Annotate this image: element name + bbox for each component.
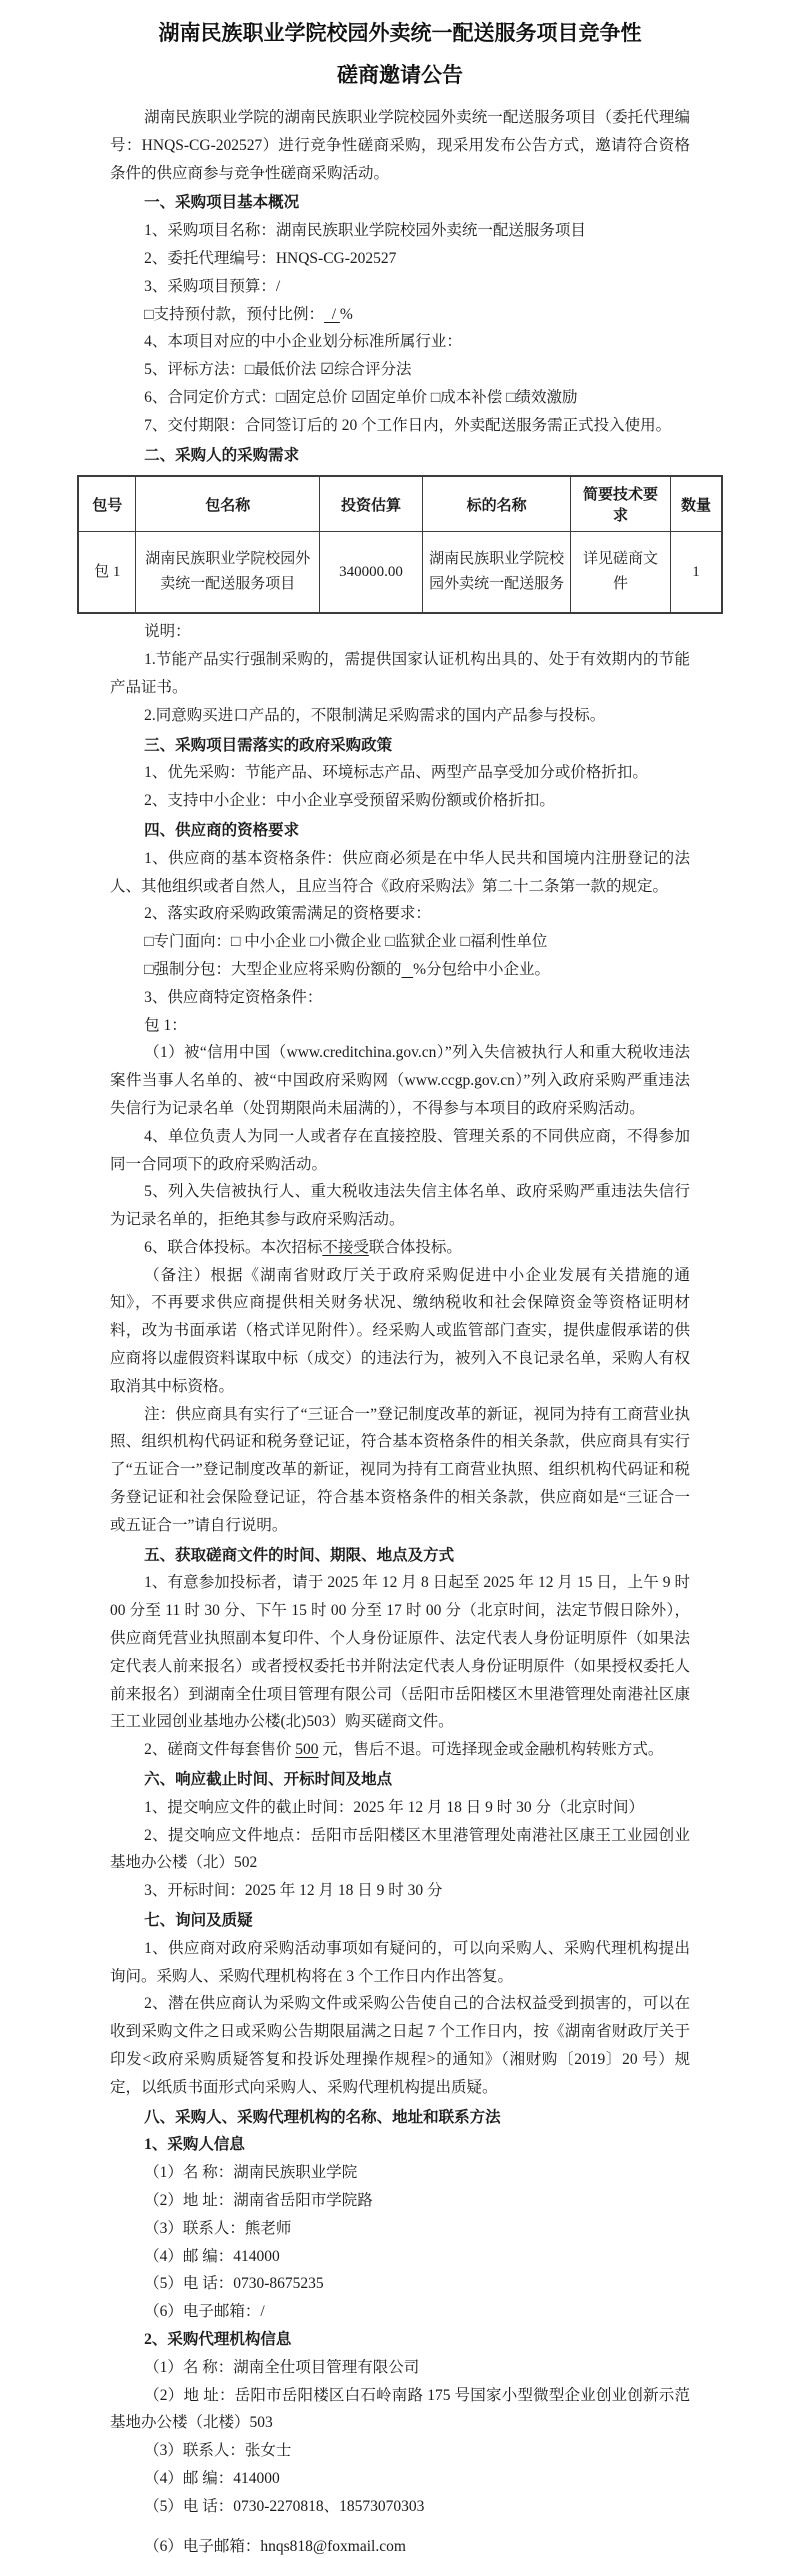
paragraph bbox=[110, 2382, 690, 2438]
paragraph bbox=[110, 928, 690, 956]
section-heading bbox=[110, 732, 690, 760]
text-run: 3、采购项目预算：/ bbox=[144, 277, 281, 295]
text-run: 元，售后不退。可选择现金或金融机构转账方式。 bbox=[318, 1741, 664, 1759]
paragraph bbox=[110, 1178, 690, 1234]
paragraph bbox=[110, 1794, 690, 1822]
paragraph bbox=[110, 2437, 690, 2465]
text-run: 2、潜在供应商认为采购文件或采购公告使自己的合法权益受到损害的，可以在收到采购文件之日或采购公告期限届满之日起 7 个工作日内，按《湖南省财政厅关于印发<政府采购质疑答复和投诉处理操作规程>的通知》（湘财购〔2019〕20 号）规定，以纸质书面形式向采购人、采购代理机构提出质疑。 bbox=[110, 1995, 690, 2096]
text-run: □支持预付款，预付比例： bbox=[144, 305, 324, 323]
table-header-cell: 简要技术要求 bbox=[571, 476, 671, 532]
text-run: 4、单位负责人为同一人或者存在直接控股、管理关系的不同供应商，不得参加同一合同项下的政府采购活动。 bbox=[110, 1127, 690, 1173]
text-run: （3）联系人：熊老师 bbox=[144, 2219, 292, 2237]
paragraph bbox=[110, 845, 690, 901]
text-run: 联合体投标。 bbox=[368, 1238, 462, 1256]
text-run: 1.节能产品实行强制采购的，需提供国家认证机构出具的、处于有效期内的节能产品证书。 bbox=[110, 651, 690, 696]
paragraph bbox=[110, 245, 690, 273]
table-row bbox=[78, 532, 722, 614]
text-run: 6、合同定价方式：□固定总价 ☑固定单价 □成本补偿 □绩效激励 bbox=[144, 388, 578, 406]
text-run: % bbox=[339, 305, 353, 323]
paragraph bbox=[110, 2270, 690, 2298]
requirements-table bbox=[77, 475, 723, 614]
paragraph bbox=[110, 787, 690, 815]
table-cell: 湖南民族职业学院校园外卖统一配送服务项目 bbox=[136, 532, 320, 614]
sub-heading bbox=[110, 2326, 690, 2354]
paragraph bbox=[110, 1234, 690, 1262]
text-run: 2、提交响应文件地点：岳阳市岳阳楼区木里港管理处南港社区康王工业园创业基地办公楼（北）502 bbox=[110, 1826, 690, 1872]
section-heading bbox=[110, 2104, 690, 2132]
paragraph bbox=[110, 273, 690, 301]
text-run: （6）电子邮箱：/ bbox=[144, 2303, 265, 2321]
text-run: （5）电 话：0730-2270818、18573070303 bbox=[144, 2497, 425, 2515]
paragraph bbox=[110, 702, 690, 730]
paragraph bbox=[110, 2298, 690, 2326]
paragraph bbox=[110, 1736, 690, 1764]
text-run: 三、采购项目需落实的政府采购政策 bbox=[144, 736, 393, 754]
paragraph bbox=[110, 2533, 690, 2558]
text-run: 6、联合体投标。本次招标 bbox=[144, 1238, 323, 1256]
paragraph bbox=[110, 956, 690, 984]
paragraph bbox=[110, 104, 690, 187]
text-run: （备注）根据《湖南省财政厅关于政府采购促进中小企业发展有关措施的通知》，不再要求供应商提供相关财务状况、缴纳税收和社会保障资金等资格证明材料，改为书面承诺（格式详见附件）。经采购人或监管部门查实，提供虚假承诺的供应商将以虚假资料谋取中标（成交）的违法行为，被列入不良记录名单，采购人有权取消其中标资格。 bbox=[110, 1266, 690, 1395]
text-run: （2）地 址：岳阳市岳阳楼区白石岭南路 175 号国家小型微型企业创业创新示范基地办公楼（北楼）503 bbox=[110, 2386, 690, 2432]
table-header-row bbox=[78, 476, 722, 532]
text-run: （1）被“信用中国（www.creditchina.gov.cn）”列入失信被执行人和重大税收违法案件当事人名单的、被“中国政府采购网（www.ccgp.gov.cn）”列入政府采购严重违法失信行为记录名单（处罚期限尚未届满的），不得参与本项目的政府采购活动。 bbox=[110, 1044, 690, 1117]
paragraph bbox=[110, 1262, 690, 1401]
text-run: （5）电 话：0730-8675235 bbox=[144, 2275, 324, 2293]
text-run: 5、列入失信被执行人、重大税收违法失信主体名单、政府采购严重违法失信行为记录名单的，拒绝其参与政府采购活动。 bbox=[110, 1183, 690, 1229]
text-run: 一、采购项目基本概况 bbox=[144, 194, 300, 212]
table-header-cell: 包名称 bbox=[136, 476, 320, 532]
paragraph bbox=[110, 1990, 690, 2101]
text-run: （1）名 称：湖南全仕项目管理有限公司 bbox=[144, 2358, 420, 2376]
text-run: %分包给中小企业。 bbox=[413, 960, 551, 978]
underlined-text-run: 500 bbox=[295, 1741, 319, 1759]
requirements-table-wrap bbox=[77, 475, 723, 614]
text-run: （4）邮 编：414000 bbox=[144, 2469, 280, 2487]
document-body bbox=[92, 104, 711, 2558]
section-heading bbox=[110, 1766, 690, 1794]
paragraph bbox=[110, 384, 690, 412]
table-header-cell: 标的名称 bbox=[423, 476, 571, 532]
text-run: 4、本项目对应的中小企业划分标准所属行业： bbox=[144, 333, 462, 351]
text-run: 3、供应商特定资格条件： bbox=[144, 988, 323, 1006]
text-run: 八、采购人、采购代理机构的名称、地址和联系方法 bbox=[144, 2108, 501, 2126]
text-run: （2）地 址：湖南省岳阳市学院路 bbox=[144, 2191, 373, 2209]
paragraph bbox=[110, 1039, 690, 1122]
section-heading bbox=[110, 817, 690, 845]
table-header-cell: 包号 bbox=[78, 476, 136, 532]
paragraph bbox=[110, 1569, 690, 1736]
paragraph bbox=[110, 328, 690, 356]
text-run: 注：供应商具有实行了“三证合一”登记制度改革的新证，视同为持有工商营业执照、组织机构代码证和税务登记证，符合基本资格条件的相关条款，供应商具有实行了“五证合一”登记制度改革的新证，视同为持有工商营业执照、组织机构代码证和税务登记证和社会保险登记证，符合基本资格条件的相关条款，供应商如是“三证合一或五证合一”请自行说明。 bbox=[110, 1405, 690, 1534]
text-run: 3、开标时间：2025 年 12 月 18 日 9 时 30 分 bbox=[144, 1882, 443, 1900]
paragraph bbox=[110, 2159, 690, 2187]
paragraph bbox=[110, 618, 690, 646]
table-header-cell: 数量 bbox=[670, 476, 722, 532]
paragraph bbox=[110, 217, 690, 245]
paragraph bbox=[110, 2215, 690, 2243]
paragraph bbox=[110, 2465, 690, 2493]
text-run: 说明： bbox=[144, 623, 191, 641]
text-run: 1、采购人信息 bbox=[144, 2136, 245, 2154]
text-run: 2、支持中小企业：中小企业享受预留采购份额或价格折扣。 bbox=[144, 792, 555, 810]
text-run: 2、采购代理机构信息 bbox=[144, 2330, 292, 2348]
paragraph bbox=[110, 412, 690, 440]
table-cell: 1 bbox=[670, 532, 722, 614]
page-title bbox=[70, 12, 730, 96]
text-run: 2、落实政府采购政策需满足的资格要求： bbox=[144, 905, 431, 923]
paragraph bbox=[110, 900, 690, 928]
table-cell: 湖南民族职业学院校园外卖统一配送服务 bbox=[423, 532, 571, 614]
text-run: □强制分包：大型企业应将采购份额的 bbox=[144, 960, 402, 978]
paragraph bbox=[110, 1877, 690, 1905]
paragraph bbox=[110, 2493, 690, 2521]
text-run: （3）联系人：张女士 bbox=[144, 2442, 292, 2460]
table-header-cell: 投资估算 bbox=[319, 476, 422, 532]
paragraph bbox=[110, 2187, 690, 2215]
section-heading bbox=[110, 1907, 690, 1935]
text-run: （6）电子邮箱：hnqs818@foxmail.com bbox=[144, 2537, 406, 2555]
text-run: 四、供应商的资格要求 bbox=[144, 821, 300, 839]
text-run: 1、供应商的基本资格条件：供应商必须是在中华人民共和国境内注册登记的法人、其他组织或者自然人，且应当符合《政府采购法》第二十二条第一款的规定。 bbox=[110, 849, 690, 895]
section-heading bbox=[110, 442, 690, 470]
text-run: 二、采购人的采购需求 bbox=[144, 446, 300, 464]
paragraph bbox=[110, 759, 690, 787]
text-run: 六、响应截止时间、开标时间及地点 bbox=[144, 1771, 393, 1789]
text-run: （1）名 称：湖南民族职业学院 bbox=[144, 2164, 358, 2182]
text-run: 1、有意参加投标者，请于 2025 年 12 月 8 日起至 2025 年 12 月 15 日，上午 9 时 00 分至 11 时 30 分、下午 15 时 00 分至 17 时 00 分（北京时间，法定节假日除外），供应商凭营业执照副本复印件、个人身份证原件、法定代表人身份证明原件（如果法定代表人前来报名）或者授权委托书并附法定代表人身份证明原件（如果授权委托人前来报名）到湖南全仕项目管理有限公司（岳阳市岳阳楼区木里港管理处南港社区康王工业园创业基地办公楼(北)503）购买磋商文件。 bbox=[110, 1574, 690, 1731]
section-heading bbox=[110, 1542, 690, 1570]
paragraph bbox=[110, 301, 690, 329]
table-cell: 详见磋商文件 bbox=[571, 532, 671, 614]
text-run: 2、磋商文件每套售价 bbox=[144, 1741, 296, 1759]
text-run: 1、提交响应文件的截止时间：2025 年 12 月 18 日 9 时 30 分（北京时间） bbox=[144, 1798, 644, 1816]
page-title-line2: 磋商邀请公告 bbox=[337, 63, 463, 87]
text-run: 7、交付期限：合同签订后的 20 个工作日内，外卖配送服务需正式投入使用。 bbox=[144, 416, 672, 434]
text-run: 五、获取磋商文件的时间、期限、地点及方式 bbox=[144, 1546, 455, 1564]
text-run: 2.同意购买进口产品的，不限制满足采购需求的国内产品参与投标。 bbox=[144, 706, 606, 724]
page-title-line1: 湖南民族职业学院校园外卖统一配送服务项目竞争性 bbox=[158, 21, 642, 45]
paragraph bbox=[110, 2354, 690, 2382]
text-run: 1、优先采购：节能产品、环境标志产品、两型产品享受加分或价格折扣。 bbox=[144, 764, 648, 782]
paragraph bbox=[110, 1822, 690, 1878]
paragraph bbox=[110, 984, 690, 1012]
paragraph bbox=[110, 646, 690, 702]
text-run: 包 1： bbox=[144, 1016, 187, 1034]
text-run: 湖南民族职业学院的湖南民族职业学院校园外卖统一配送服务项目（委托代理编号：HNQS-CG-202527）进行竞争性磋商采购，现采用发布公告方式，邀请符合资格条件的供应商参与竞争性磋商采购活动。 bbox=[110, 109, 690, 182]
text-run: 1、采购项目名称：湖南民族职业学院校园外卖统一配送服务项目 bbox=[144, 222, 586, 240]
underlined-text-run: / bbox=[323, 305, 340, 323]
text-run: 1、供应商对政府采购活动事项如有疑问的，可以向采购人、采购代理机构提出询问。采购人、采购代理机构将在 3 个工作日内作出答复。 bbox=[110, 1939, 690, 1985]
text-run: □专门面向：□ 中小企业 □小微企业 □监狱企业 □福利性单位 bbox=[144, 933, 548, 951]
paragraph bbox=[110, 356, 690, 384]
table-cell: 包 1 bbox=[78, 532, 136, 614]
paragraph bbox=[110, 2243, 690, 2271]
sub-heading bbox=[110, 2131, 690, 2159]
paragraph bbox=[110, 1401, 690, 1540]
paragraph bbox=[110, 1123, 690, 1179]
text-run: 七、询问及质疑 bbox=[144, 1912, 253, 1930]
section-heading bbox=[110, 189, 690, 217]
underlined-text-run: 不接受 bbox=[322, 1238, 369, 1256]
text-run: 2、委托代理编号：HNQS-CG-202527 bbox=[144, 249, 397, 267]
underlined-text-run bbox=[401, 961, 413, 978]
paragraph bbox=[110, 1935, 690, 1991]
paragraph bbox=[110, 1012, 690, 1040]
text-run: （4）邮 编：414000 bbox=[144, 2247, 280, 2265]
text-run: 5、评标方法：□最低价法 ☑综合评分法 bbox=[144, 361, 412, 379]
table-cell: 340000.00 bbox=[319, 532, 422, 614]
